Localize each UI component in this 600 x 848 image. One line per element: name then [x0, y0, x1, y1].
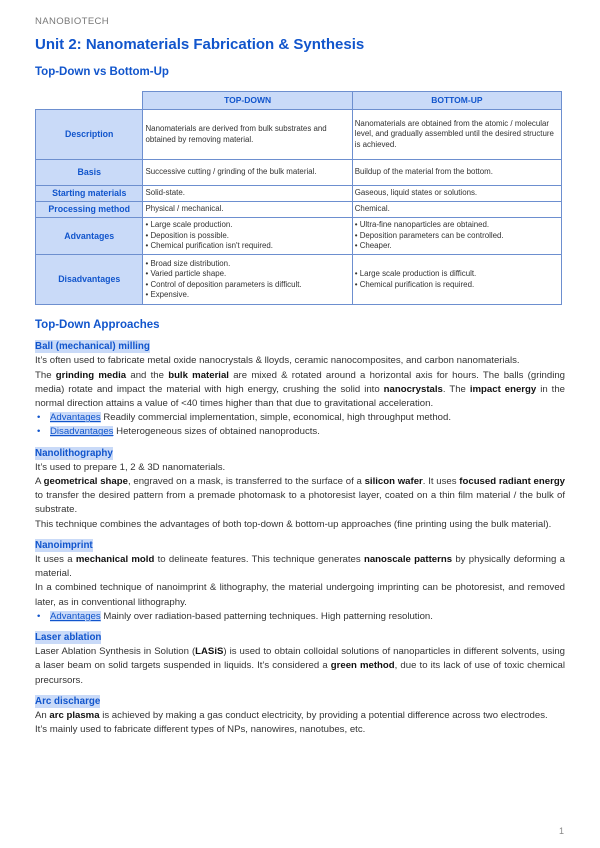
top-down-cell	[143, 110, 352, 160]
paragraph	[35, 354, 565, 368]
link-disadvantages[interactable]: Disadvantages	[50, 426, 114, 438]
cell-line: • Expensive.	[145, 289, 190, 299]
page-title: Unit 2: Nanomaterials Fabrication & Synthesis	[35, 36, 365, 53]
table-row	[36, 160, 562, 186]
bottom-up-cell	[352, 255, 561, 305]
bold-term: LASiS	[195, 646, 224, 658]
section-heading: Arc discharge	[35, 695, 101, 707]
section-heading: Nanolithography	[35, 447, 113, 459]
cell-line: • Chemical purification is required.	[354, 279, 475, 289]
text-run: , due to its lack of use of toxic chemical precursors.	[35, 660, 565, 686]
text-run: Laser Ablation Synthesis in Solution (	[35, 646, 196, 658]
cell-line: • Deposition is possible.	[145, 230, 229, 240]
paragraph	[35, 645, 565, 688]
bullet-text: Readily commercial implementation, simple, economical, high throughput method.	[100, 412, 452, 424]
top-down-cell	[143, 186, 352, 202]
cell-line: • Broad size distribution.	[145, 258, 231, 268]
cell-line: Chemical.	[354, 204, 390, 214]
bottom-up-cell	[352, 218, 561, 255]
paragraph	[35, 518, 565, 532]
section	[35, 340, 565, 439]
row-label: Disadvantages	[36, 255, 143, 305]
row-label: Processing method	[36, 202, 143, 218]
table-row	[36, 255, 562, 305]
section	[35, 624, 565, 688]
bold-term: impact energy	[469, 383, 537, 395]
comparison-heading: Top-Down vs Bottom-Up	[35, 66, 169, 78]
document-header: NANOBIOTECH	[35, 16, 110, 27]
bold-term: mechanical mold	[75, 554, 155, 566]
text-run: It’s often used to fabricate metal oxide nanocrystals & lloyds, ceramic nanocomposites, and carbon nanomaterials.	[35, 355, 520, 367]
row-label: Basis	[36, 160, 143, 186]
section-heading: Nanoimprint	[35, 539, 93, 551]
cell-line: • Large scale production is difficult.	[354, 269, 477, 279]
row-label: Advantages	[36, 218, 143, 255]
section-heading: Laser ablation	[35, 632, 102, 644]
bottom-up-cell	[352, 202, 561, 218]
bold-term: focused radiant energy	[459, 476, 566, 488]
cell-line: Buildup of the material from the bottom.	[354, 167, 493, 177]
text-run: and the	[126, 369, 169, 381]
top-down-cell	[143, 255, 352, 305]
row-label: Starting materials	[36, 186, 143, 202]
comparison-table	[35, 91, 562, 305]
text-run: by physically deforming a material.	[35, 554, 565, 580]
text-run: in the normal direction attains a value of <40 times higher than that due to gravitational acceleration.	[35, 383, 566, 410]
row-label: Description	[36, 110, 143, 160]
text-run: It’s mainly used to fabricate different types of NPs, nanowires, nanotubes, etc.	[35, 724, 366, 736]
bottom-up-cell	[352, 110, 561, 160]
paragraph	[35, 475, 565, 518]
text-run: In a combined technique of nanoimprint & lithography, the material undergoing imprinting can be photoresist, and removed later, as in conventional lithography.	[35, 582, 565, 608]
cell-line: • Deposition parameters can be controlled.	[354, 230, 504, 240]
section	[35, 688, 565, 738]
bold-term: geometrical shape	[43, 476, 128, 488]
bold-term: grinding media	[55, 369, 127, 381]
bold-term: nanocrystals	[383, 383, 443, 395]
approaches-heading: Top-Down Approaches	[35, 319, 160, 331]
paragraph	[35, 723, 565, 737]
cell-line: • Large scale production.	[145, 220, 233, 230]
section	[35, 532, 565, 624]
text-run: This technique combines the advantages of both top-down & bottom-up approaches (fine printing using the bulk material).	[35, 518, 552, 530]
bottom-up-cell	[352, 160, 561, 186]
link-advantages[interactable]: Advantages	[50, 412, 101, 424]
text-run: . The	[442, 383, 470, 395]
text-run: to delineate features. This technique generates	[154, 554, 364, 566]
text-run: is achieved by making a gas conduct electricity, by providing a potential difference across two electrodes.	[99, 710, 548, 722]
text-run: The	[35, 369, 56, 381]
cell-line: • Cheaper.	[354, 241, 392, 251]
bullet-item	[35, 610, 565, 624]
cell-line: Physical / mechanical.	[145, 204, 224, 214]
top-down-cell	[143, 218, 352, 255]
table-header-row	[36, 92, 562, 110]
cell-line: Solid-state.	[145, 188, 185, 198]
cell-line: Gaseous, liquid states or solutions.	[354, 188, 478, 198]
corner-cell	[36, 92, 143, 110]
bottom-up-cell	[352, 186, 561, 202]
cell-line: Successive cutting / grinding of the bulk material.	[145, 167, 317, 177]
paragraph	[35, 709, 565, 723]
text-run: An	[35, 710, 50, 722]
bullet-text: Heterogeneous sizes of obtained nanoproducts.	[113, 426, 320, 438]
bullet-item	[35, 425, 565, 439]
text-run: It uses a	[35, 554, 76, 566]
text-run: . It uses	[422, 476, 460, 488]
top-down-cell	[143, 202, 352, 218]
text-run: , engraved on a mask, is transferred to the surface of a	[127, 476, 365, 488]
bold-term: nanoscale patterns	[363, 554, 453, 566]
paragraph	[35, 581, 565, 609]
text-run: A	[35, 476, 44, 488]
bullet-item	[35, 411, 565, 425]
text-run: It’s used to prepare 1, 2 & 3D nanomaterials.	[35, 461, 226, 473]
bold-term: green method	[330, 660, 395, 672]
paragraph	[35, 553, 565, 581]
cell-line: • Chemical purification isn't required.	[145, 241, 273, 251]
bold-term: arc plasma	[49, 710, 100, 722]
cell-line: Nanomaterials are obtained from the atomic / molecular level, and gradually assembled until the desired structure is achieved.	[354, 118, 554, 149]
paragraph	[35, 461, 565, 475]
column-header-top-down: TOP-DOWN	[143, 92, 352, 110]
link-advantages[interactable]: Advantages	[50, 610, 101, 622]
top-down-cell	[143, 160, 352, 186]
table-row	[36, 202, 562, 218]
cell-line: • Varied particle shape.	[145, 269, 227, 279]
bullet-text: Mainly over radiation-based patterning techniques. High patterning resolution.	[100, 610, 433, 622]
table-row	[36, 186, 562, 202]
paragraph	[35, 369, 565, 412]
section	[35, 440, 565, 532]
text-run: to transfer the desired pattern from a premade photomask to a photoresist layer, coated on a thin film material / the bulk of substrate.	[35, 490, 565, 516]
bold-term: silicon wafer	[364, 476, 423, 488]
table-row	[36, 218, 562, 255]
bold-term: bulk material	[168, 369, 229, 381]
cell-line: • Control of deposition parameters is difficult.	[145, 279, 302, 289]
page-number: 1	[558, 826, 564, 836]
text-run: are mixed & rotated around a horizontal axis for hours. The balls (grinding media) rotate and impact the material with high energy, crushing the solid into	[35, 369, 565, 395]
cell-line: Nanomaterials are derived from bulk substrates and obtained by removing material.	[145, 124, 327, 144]
table-row	[36, 110, 562, 160]
document-body	[35, 318, 565, 737]
cell-line: • Ultra-fine nanoparticles are obtained.	[354, 220, 490, 230]
section-heading: Ball (mechanical) milling	[35, 341, 150, 353]
column-header-bottom-up: BOTTOM-UP	[352, 92, 561, 110]
text-run: ) is used to obtain colloidal solutions of nanoparticles in different solvents, using a laser beam on solid targets suspended in liquids. It’s considered a	[35, 646, 565, 672]
